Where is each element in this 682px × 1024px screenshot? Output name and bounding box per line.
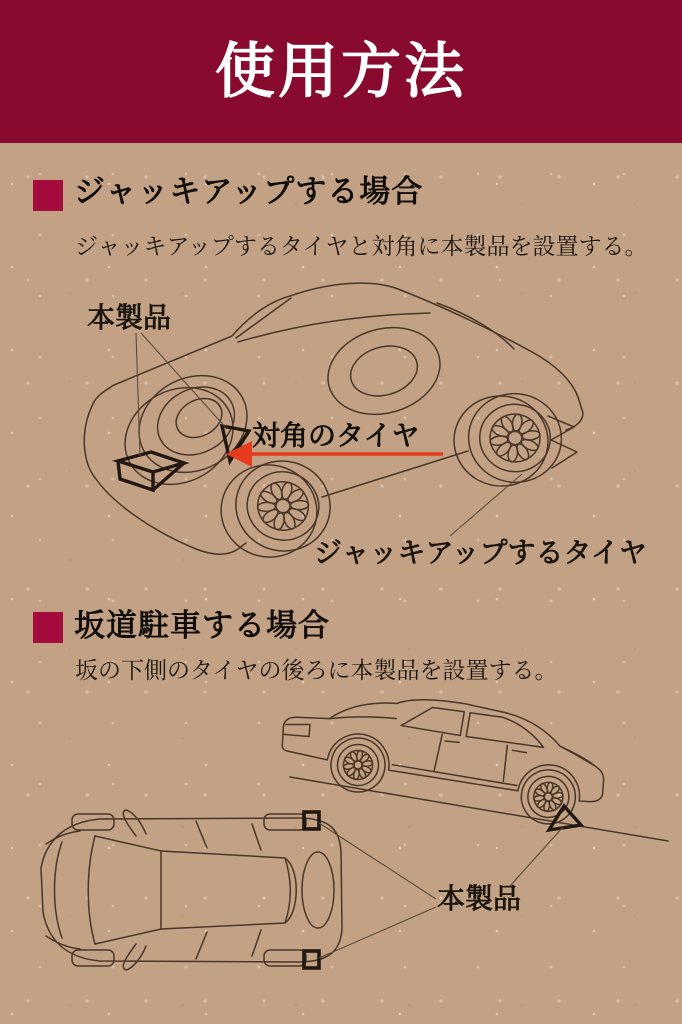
tire-front-right bbox=[72, 950, 114, 966]
label-diagonal-tire: 対角のタイヤ bbox=[252, 419, 420, 452]
label-product-1: 本製品 bbox=[87, 301, 172, 334]
section-1-description: ジャッキアップするタイヤと対角に本製品を設置する。 bbox=[75, 234, 648, 260]
side-mirror-left bbox=[123, 810, 146, 836]
rear-right-wheel bbox=[448, 388, 577, 492]
label-product-2: 本製品 bbox=[437, 882, 522, 915]
tire-rear-right bbox=[264, 950, 306, 966]
section-1-heading: ジャッキアップする場合 bbox=[74, 174, 424, 210]
trunk-outline bbox=[302, 852, 334, 928]
section-2-description: 坂の下側のタイヤの後ろに本製品を設置する。 bbox=[75, 658, 558, 684]
leader-line bbox=[136, 333, 140, 456]
leader-line bbox=[141, 333, 227, 429]
slope-diagram bbox=[275, 675, 668, 886]
page-title: 使用方法 bbox=[215, 36, 467, 107]
side-mirror-right bbox=[123, 944, 146, 970]
slope-ground-line bbox=[290, 777, 668, 841]
jack-position-mark bbox=[548, 416, 577, 468]
car-top-view bbox=[41, 810, 436, 970]
section-2-heading: 坂道駐車する場合 bbox=[74, 608, 330, 644]
rear-left-wheel bbox=[318, 315, 451, 427]
tire-front-left bbox=[72, 814, 114, 830]
leader-line bbox=[510, 827, 563, 886]
leader-line bbox=[319, 907, 436, 958]
leader-line bbox=[319, 823, 436, 899]
label-jackup-tire: ジャッキアップするタイヤ bbox=[314, 536, 647, 569]
tire-rear-left bbox=[264, 814, 306, 830]
headlight bbox=[284, 721, 311, 739]
